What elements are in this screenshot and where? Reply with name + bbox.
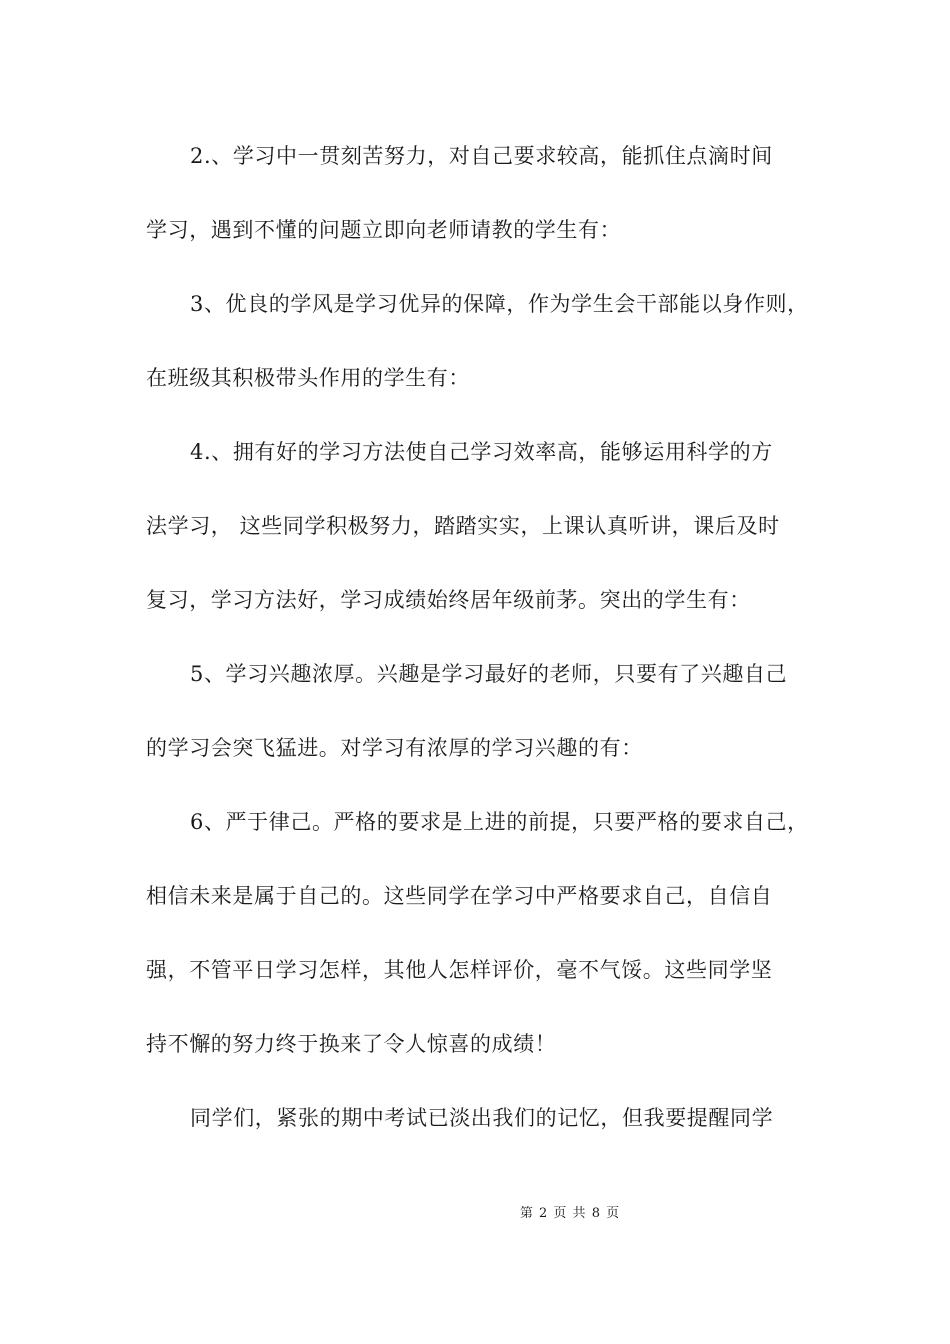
- text-line: 5、学习兴趣浓厚。兴趣是学习最好的老师，只要有了兴趣自己: [190, 662, 788, 686]
- text-line: 相信未来是属于自己的。这些同学在学习中严格要求自己，自信自: [146, 884, 773, 908]
- page-number-footer: 第 2 页 共 8 页: [519, 1206, 621, 1221]
- text-line: 强，不管平日学习怎样，其他人怎样评价，毫不气馁。这些同学坚: [146, 958, 773, 982]
- text-line: 复习，学习方法好，学习成绩始终居年级前茅。突出的学生有：: [146, 588, 751, 612]
- text-line: 2.、学习中一贯刻苦努力，对自己要求较高，能抓住点滴时间: [190, 144, 773, 168]
- text-line: 在班级其积极带头作用的学生有：: [146, 366, 470, 390]
- text-line: 同学们，紧张的期中考试已淡出我们的记忆，但我要提醒同学: [190, 1106, 774, 1130]
- text-line: 4.、拥有好的学习方法使自己学习效率高，能够运用科学的方: [190, 440, 773, 464]
- text-line: 的学习会突飞猛进。对学习有浓厚的学习兴趣的有：: [146, 736, 643, 760]
- text-line: 学习，遇到不懂的问题立即向老师请教的学生有：: [146, 218, 622, 242]
- text-line: 持不懈的努力终于换来了令人惊喜的成绩！: [146, 1032, 557, 1056]
- text-line: 法学习， 这些同学积极努力，踏踏实实，上课认真听讲，课后及时: [146, 514, 780, 538]
- text-line: 3、优良的学风是学习优异的保障，作为学生会干部能以身作则，: [190, 292, 809, 316]
- text-line: 6、严于律己。严格的要求是上进的前提，只要严格的要求自己，: [190, 810, 809, 834]
